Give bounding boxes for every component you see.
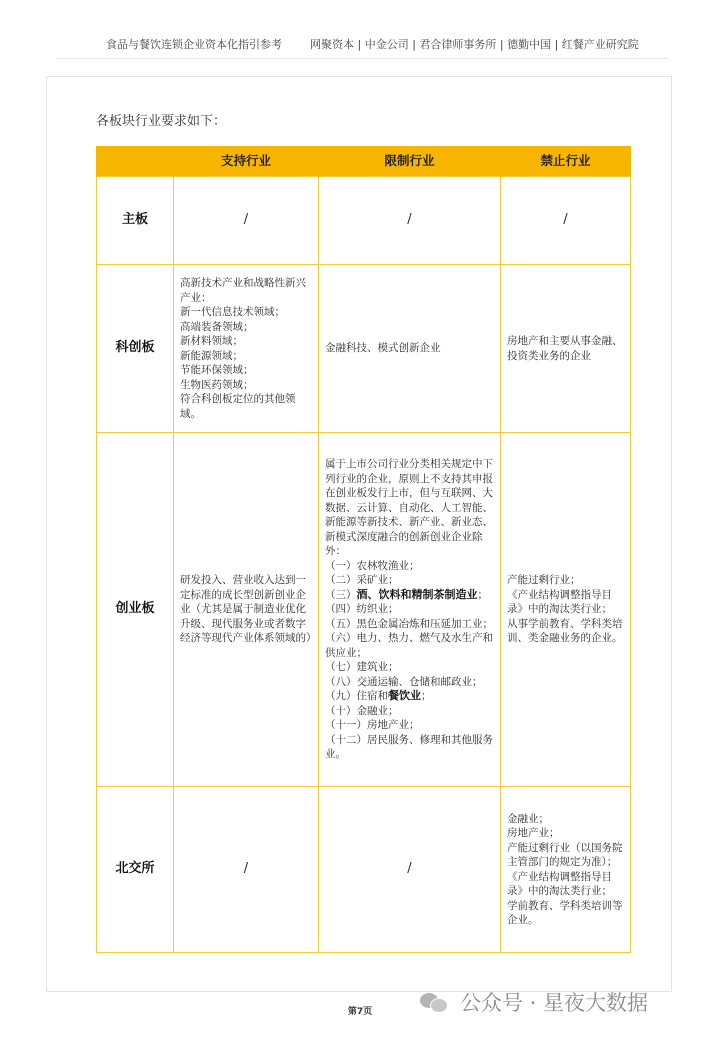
prohibit-line: 产能过剩行业； [507,574,581,587]
table-row-bse [97,787,631,953]
item-text: （七）建筑业； [325,661,399,674]
header-cell-support: 支持行业 [174,146,319,177]
restrict-cell: 金融科技、模式创新企业 [319,265,501,433]
restrict-item [325,602,494,617]
restrict-item [325,631,494,660]
prohibit-cell [501,433,631,787]
prohibit-line: 产能过剩行业（以国务院主管部门的规定为准）； [507,841,623,868]
table-row-star-market [97,265,631,433]
header-cell-blank [97,146,174,177]
prohibit-line: 《产业结构调整指导目录》中的淘汰类行业； [507,870,612,897]
item-bold: 酒、饮料和精制茶制造业 [356,587,478,601]
support-line: 新能源领域； [180,349,243,362]
header-cell-prohibit: 禁止行业 [501,146,631,177]
prohibit-line: 金融业； [507,812,549,825]
board-name: 科创板 [97,265,174,433]
prohibit-line: 从事学前教育、学科类培训、类金融业务的企业。 [507,617,623,645]
board-name: 主板 [97,177,174,265]
intro-text: 各板块行业要求如下： [96,114,227,129]
support-cell: / [174,177,319,265]
restrict-item [325,718,494,733]
item-text: （六）电力、热力、燃气及水生产和供应业； [325,632,493,659]
item-text: （五）黑色金属冶炼和压延加工业； [325,617,493,630]
support-line: 节能环保领域； [180,364,254,376]
header-authors: 网聚资本 | 中金公司 | 君合律师事务所 | 德勤中国 | 红餐产业研究院 [310,38,639,51]
page-number: 第7页 [347,1007,373,1017]
item-text: （八）交通运输、仓储和邮政业； [325,675,483,688]
item-text: （十）金融业； [325,704,399,717]
support-line: 新一代信息技术领域； [180,306,285,318]
restrict-cell [319,433,501,787]
restrict-cell: / [319,177,501,265]
item-text: （四）纺织业； [325,603,399,616]
support-line: 生物医药领域； [180,378,254,391]
support-line: 高端装备领域； [180,320,254,333]
table-row-chinext [97,433,631,787]
restrict-intro: 属于上市公司行业分类相关规定中下列行业的企业，原则上不支持其申报在创业板发行上市，但与互联网、大数据、云计算、自动化、人工智能、新能源等新技术、新产业、新业态、新模式深度融合的创新创业企业除外： [325,458,493,558]
restrict-item [325,733,494,762]
restrict-item [325,617,494,632]
header-cell-restrict: 限制行业 [319,146,501,177]
table-row-main-board [97,177,631,265]
support-cell [174,265,319,433]
watermark [420,988,648,1016]
restrict-item [325,704,494,719]
page-header [0,30,720,52]
item-bold: 餐饮业 [388,689,421,703]
support-line: 高新技术产业和战略性新兴产业： [180,277,306,304]
restrict-item [325,559,494,574]
restrict-item [325,573,494,588]
prohibit-line: 房地产业； [507,827,560,839]
item-text: ； [421,690,432,703]
item-text: （三） [325,588,357,601]
board-name: 北交所 [97,787,174,953]
wechat-icon [420,991,450,1013]
restrict-cell: / [319,787,501,953]
support-line: 新材料领域； [180,335,243,347]
prohibit-cell: / [501,177,631,265]
item-text: ； [477,588,488,601]
item-text: （二）采矿业； [325,574,399,587]
watermark-text: 公众号 · 星夜大数据 [460,991,649,1015]
restrict-item [325,689,494,704]
restrict-item [325,588,494,603]
support-cell: / [174,787,319,953]
restrict-item [325,675,494,690]
item-text: （九）住宿和 [325,690,388,703]
table-header-row [97,146,631,177]
industry-requirements-table [96,146,631,953]
header-doc-title: 食品与餐饮连锁企业资本化指引参考 [106,38,282,51]
prohibit-cell: 房地产和主要从事金融、投资类业务的企业 [501,265,631,433]
item-text: （十二）居民服务、修理和其他服务业。 [325,733,493,761]
support-line: 符合科创板定位的其他领域。 [180,393,296,420]
prohibit-line: 《产业结构调整指导目录》中的淘汰类行业； [507,588,612,616]
item-text: （十一）房地产业； [325,719,420,732]
restrict-item [325,660,494,675]
header-divider [56,58,668,59]
prohibit-line: 学前教育、学科类培训等企业。 [507,899,623,926]
item-text: （一）农林牧渔业； [325,559,420,572]
support-cell: 研发投入、营业收入达到一定标准的成长型创新创业企业（尤其是属于制造业优化升级、现代服务业或者数字经济等现代产业体系领域的） [174,433,319,787]
board-name: 创业板 [97,433,174,787]
prohibit-cell [501,787,631,953]
